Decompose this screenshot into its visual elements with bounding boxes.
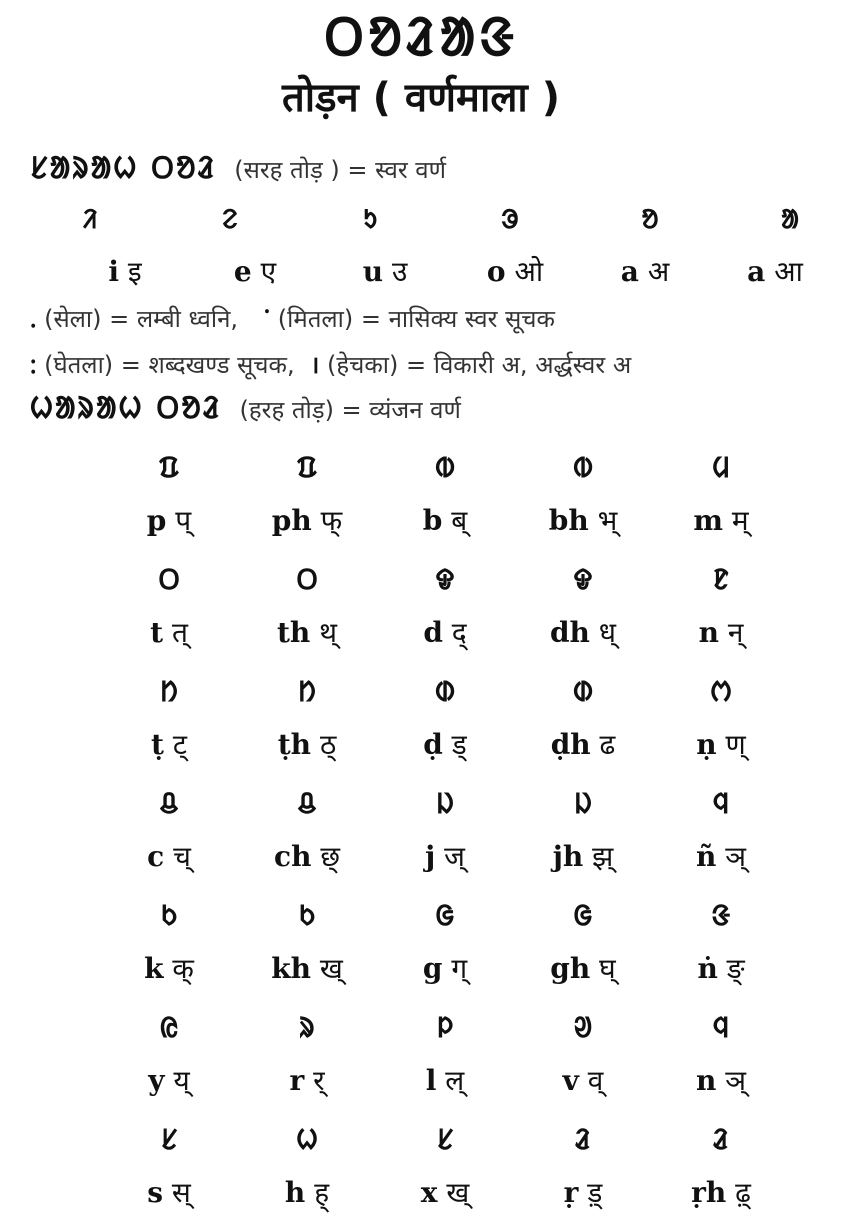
consonant-dev: छ् bbox=[320, 840, 340, 873]
vowel-dev: ए bbox=[260, 255, 277, 288]
consonant-roman: m bbox=[693, 504, 723, 537]
consonant-dev: ग् bbox=[451, 952, 468, 985]
title-script: ᱛᱚᱲᱟᱝ bbox=[323, 8, 519, 68]
consonant-glyph: ᱲ bbox=[713, 1123, 729, 1156]
consonant-roman: gh bbox=[550, 952, 591, 985]
consonant-glyph-row bbox=[100, 1117, 790, 1173]
consonant-glyph: ᱦ bbox=[296, 1123, 318, 1156]
consonant-glyph: ᱥ bbox=[160, 1123, 178, 1156]
consonant-sound bbox=[376, 725, 514, 781]
vowel-sound-row bbox=[70, 252, 830, 292]
consonant-sound bbox=[238, 1061, 376, 1117]
consonant-dev: ब् bbox=[451, 504, 468, 537]
consonant-glyph: ᱠ bbox=[298, 899, 316, 932]
vowel-glyph: ᱤ bbox=[82, 205, 98, 235]
consonant-glyph: ᱨ bbox=[299, 1011, 315, 1044]
consonant-dev: घ् bbox=[599, 952, 616, 985]
consonant-roman: ḍh bbox=[550, 728, 591, 761]
consonant-dev: ठ् bbox=[319, 728, 337, 761]
vowel-dev: ओ bbox=[514, 255, 544, 288]
consonant-glyph: ᱜ bbox=[573, 899, 593, 932]
consonant-sound-row bbox=[100, 837, 790, 893]
vowel-dev: अ bbox=[647, 255, 670, 288]
consonant-roman: bh bbox=[548, 504, 589, 537]
consonant-glyph: ᱜ bbox=[435, 899, 455, 932]
consonant-roman: ṛ bbox=[563, 1176, 579, 1209]
consonant-sound-row bbox=[100, 1061, 790, 1117]
consonant-dev: झ् bbox=[592, 840, 614, 873]
sela-mark: ᱹ bbox=[30, 305, 37, 333]
vowel-sound bbox=[200, 252, 310, 292]
consonant-glyph: ᱯ bbox=[296, 451, 318, 484]
consonant-roman: ṇ bbox=[696, 728, 717, 761]
consonant-sound bbox=[100, 725, 238, 781]
consonant-heading-text: (हरह तोड़) = व्यंजन वर्ण bbox=[239, 396, 461, 424]
vowel-roman: a bbox=[620, 255, 639, 288]
consonant-glyph: ᱧ bbox=[712, 1011, 730, 1044]
consonant-sound-row bbox=[100, 501, 790, 557]
consonant-dev: र् bbox=[313, 1064, 325, 1097]
consonant-dev: य् bbox=[173, 1064, 190, 1097]
consonant-sound-row bbox=[100, 613, 790, 669]
consonant-dev: व् bbox=[587, 1064, 604, 1097]
consonant-roman: b bbox=[422, 504, 443, 537]
consonant-roman: h bbox=[284, 1176, 306, 1209]
consonant-roman: v bbox=[562, 1064, 579, 1097]
consonant-sound-row bbox=[100, 949, 790, 1005]
consonant-dev: च् bbox=[173, 840, 191, 873]
consonant-sound bbox=[238, 725, 376, 781]
consonant-dev: क् bbox=[172, 952, 194, 985]
consonant-dev: स् bbox=[171, 1176, 191, 1209]
consonant-sound bbox=[652, 1173, 790, 1229]
consonant-dev: ञ् bbox=[725, 1064, 747, 1097]
consonant-glyph: ᱥ bbox=[436, 1123, 454, 1156]
consonant-sound bbox=[100, 949, 238, 1005]
vowel-heading-text: (सरह तोड़ ) = स्वर वर्ण bbox=[234, 156, 446, 184]
consonant-roman: n bbox=[698, 616, 719, 649]
vowel-glyph: ᱚ bbox=[641, 205, 659, 235]
consonant-grid bbox=[100, 445, 790, 1229]
consonant-dev: ध् bbox=[598, 616, 617, 649]
consonant-glyph: ᱵ bbox=[434, 451, 456, 484]
vowel-dev: आ bbox=[774, 255, 803, 288]
vowel-sound bbox=[70, 252, 180, 292]
consonant-glyph-row bbox=[100, 557, 790, 613]
consonant-glyph-row bbox=[100, 893, 790, 949]
consonant-roman: n bbox=[695, 1064, 717, 1097]
consonant-dev: ख् bbox=[446, 1176, 470, 1209]
vowel-glyph: ᱳ bbox=[501, 205, 519, 235]
consonant-glyph: ᱭ bbox=[159, 1011, 179, 1044]
consonant-sound bbox=[514, 613, 652, 669]
consonant-roman: kh bbox=[271, 952, 311, 985]
consonant-glyph: ᱡ bbox=[436, 787, 454, 820]
note-line-1 bbox=[30, 302, 555, 336]
mitla-mark: ᱸ bbox=[263, 305, 271, 333]
consonant-glyph-row bbox=[100, 669, 790, 725]
consonant-glyph: ᱠ bbox=[160, 899, 178, 932]
consonant-roman: ṭ bbox=[151, 728, 164, 761]
vowel-roman: o bbox=[486, 255, 506, 288]
consonant-glyph: ᱰ bbox=[572, 675, 594, 708]
consonant-roman: s bbox=[147, 1176, 163, 1209]
consonant-sound bbox=[100, 1173, 238, 1229]
consonant-glyph: ᱴ bbox=[298, 675, 316, 708]
consonant-sound bbox=[652, 613, 790, 669]
consonant-roman: ñ bbox=[695, 840, 717, 873]
consonant-glyph: ᱡ bbox=[574, 787, 592, 820]
vowel-glyph: ᱟ bbox=[781, 205, 799, 235]
consonant-roman: g bbox=[422, 952, 443, 985]
consonant-dev: त् bbox=[171, 616, 188, 649]
consonant-dev: ह् bbox=[314, 1176, 330, 1209]
consonant-roman: d bbox=[423, 616, 443, 649]
consonant-roman: dh bbox=[549, 616, 590, 649]
consonant-sound bbox=[514, 837, 652, 893]
vowel-sound bbox=[590, 252, 700, 292]
consonant-dev: म् bbox=[731, 504, 749, 537]
vowel-roman: e bbox=[233, 255, 252, 288]
consonant-sound bbox=[238, 501, 376, 557]
vowel-glyph: ᱩ bbox=[362, 205, 378, 235]
consonant-roman: c bbox=[147, 840, 165, 873]
consonant-glyph: ᱛ bbox=[296, 563, 318, 596]
consonant-roman: ḍ bbox=[423, 728, 443, 761]
consonant-dev: ट् bbox=[172, 728, 187, 761]
title-devanagari: तोड़न ( वर्णमाला ) bbox=[281, 75, 561, 121]
consonant-roman: x bbox=[420, 1176, 438, 1209]
ghetla-text: (घेतला) = शब्दखण्ड सूचक, bbox=[44, 351, 295, 379]
consonant-sound bbox=[238, 1173, 376, 1229]
consonant-dev: द् bbox=[451, 616, 467, 649]
consonant-heading-script: ᱦᱟᱨᱟᱦ ᱛᱚᱲ bbox=[30, 391, 222, 426]
consonant-dev: ङ् bbox=[726, 952, 745, 985]
consonant-roman: ch bbox=[274, 840, 312, 873]
consonant-dev: फ् bbox=[320, 504, 343, 537]
consonant-sound-row bbox=[100, 1173, 790, 1229]
consonant-glyph: ᱵ bbox=[572, 451, 594, 484]
consonant-dev: भ् bbox=[597, 504, 618, 537]
consonant-glyph: ᱞ bbox=[436, 1011, 454, 1044]
consonant-glyph: ᱫ bbox=[573, 563, 593, 596]
consonant-glyph-row bbox=[100, 1005, 790, 1061]
consonant-roman: t bbox=[150, 616, 164, 649]
mitla-text: (मितला) = नासिक्य स्वर सूचक bbox=[277, 305, 555, 333]
vowel-sound bbox=[720, 252, 830, 292]
consonant-sound bbox=[238, 949, 376, 1005]
consonant-roman: th bbox=[276, 616, 311, 649]
consonant-glyph: ᱯ bbox=[158, 451, 180, 484]
vowel-heading-script: ᱥᱟᱨᱟᱦ ᱛᱚᱲ bbox=[30, 151, 217, 186]
consonant-dev: प् bbox=[175, 504, 192, 537]
consonant-glyph: ᱴ bbox=[160, 675, 178, 708]
consonant-glyph-row bbox=[100, 445, 790, 501]
consonant-sound bbox=[238, 613, 376, 669]
consonant-roman: ṅ bbox=[697, 952, 718, 985]
consonant-sound bbox=[514, 1061, 652, 1117]
consonant-sound bbox=[376, 501, 514, 557]
consonant-sound bbox=[376, 949, 514, 1005]
vowel-roman: a bbox=[747, 255, 766, 288]
consonant-dev: न् bbox=[727, 616, 744, 649]
consonant-roman: ṭh bbox=[277, 728, 312, 761]
consonant-dev: ज् bbox=[444, 840, 465, 873]
consonant-sound-row bbox=[100, 725, 790, 781]
consonant-roman: ṛh bbox=[691, 1176, 727, 1209]
consonant-glyph: ᱝ bbox=[711, 899, 731, 932]
vowel-heading bbox=[30, 152, 446, 187]
ghetla-mark: ᱺ bbox=[30, 351, 37, 379]
consonant-dev: ल् bbox=[445, 1064, 465, 1097]
hechka-text: (हेचका) = विकारी अ, अर्द्धस्वर अ bbox=[327, 351, 632, 379]
consonant-sound bbox=[652, 725, 790, 781]
consonant-glyph: ᱛ bbox=[158, 563, 180, 596]
note-line-2 bbox=[30, 348, 631, 382]
consonant-sound bbox=[100, 1061, 238, 1117]
consonant-sound bbox=[652, 501, 790, 557]
consonant-roman: ph bbox=[271, 504, 312, 537]
consonant-roman: jh bbox=[552, 840, 584, 873]
consonant-glyph: ᱰ bbox=[434, 675, 456, 708]
sela-text: (सेला) = लम्बी ध्वनि, bbox=[44, 305, 239, 333]
consonant-sound bbox=[376, 1173, 514, 1229]
consonant-sound bbox=[376, 837, 514, 893]
consonant-sound bbox=[376, 613, 514, 669]
vowel-glyph: ᱮ bbox=[222, 205, 238, 235]
consonant-dev: थ् bbox=[319, 616, 338, 649]
consonant-sound bbox=[514, 949, 652, 1005]
hechka-mark: । bbox=[310, 351, 320, 379]
consonant-heading bbox=[30, 392, 461, 427]
consonant-sound bbox=[652, 1061, 790, 1117]
consonant-sound bbox=[100, 613, 238, 669]
consonant-glyph: ᱢ bbox=[712, 451, 730, 484]
consonant-sound bbox=[100, 837, 238, 893]
consonant-glyph: ᱪ bbox=[159, 787, 179, 820]
consonant-roman: y bbox=[148, 1064, 165, 1097]
consonant-roman: l bbox=[425, 1064, 437, 1097]
vowel-roman: u bbox=[362, 255, 384, 288]
consonant-sound bbox=[514, 725, 652, 781]
consonant-roman: p bbox=[146, 504, 167, 537]
consonant-roman: r bbox=[289, 1064, 305, 1097]
vowel-roman: i bbox=[108, 255, 119, 288]
vowel-dev: इ bbox=[127, 255, 142, 288]
consonant-glyph: ᱬ bbox=[710, 675, 732, 708]
consonant-glyph: ᱱ bbox=[713, 563, 729, 596]
consonant-sound bbox=[514, 1173, 652, 1229]
consonant-dev: ड् bbox=[451, 728, 467, 761]
consonant-sound bbox=[376, 1061, 514, 1117]
consonant-glyph: ᱧ bbox=[712, 787, 730, 820]
consonant-dev: ख् bbox=[319, 952, 343, 985]
consonant-sound bbox=[238, 837, 376, 893]
consonant-sound bbox=[514, 501, 652, 557]
vowel-sound bbox=[330, 252, 440, 292]
consonant-roman: j bbox=[425, 840, 436, 873]
consonant-dev: ड़् bbox=[587, 1176, 603, 1209]
consonant-sound bbox=[652, 837, 790, 893]
vowel-sound bbox=[460, 252, 570, 292]
consonant-sound bbox=[100, 501, 238, 557]
consonant-sound bbox=[652, 949, 790, 1005]
consonant-glyph: ᱣ bbox=[573, 1011, 593, 1044]
consonant-glyph: ᱪ bbox=[297, 787, 317, 820]
consonant-dev: ढ bbox=[599, 728, 616, 761]
consonant-glyph: ᱲ bbox=[575, 1123, 591, 1156]
vowel-glyph-row bbox=[60, 202, 820, 238]
consonant-dev: ञ् bbox=[725, 840, 747, 873]
vowel-dev: उ bbox=[391, 255, 408, 288]
consonant-dev: ढ़् bbox=[735, 1176, 751, 1209]
consonant-dev: ण् bbox=[725, 728, 746, 761]
consonant-roman: k bbox=[144, 952, 164, 985]
consonant-glyph-row bbox=[100, 781, 790, 837]
consonant-glyph: ᱫ bbox=[435, 563, 455, 596]
